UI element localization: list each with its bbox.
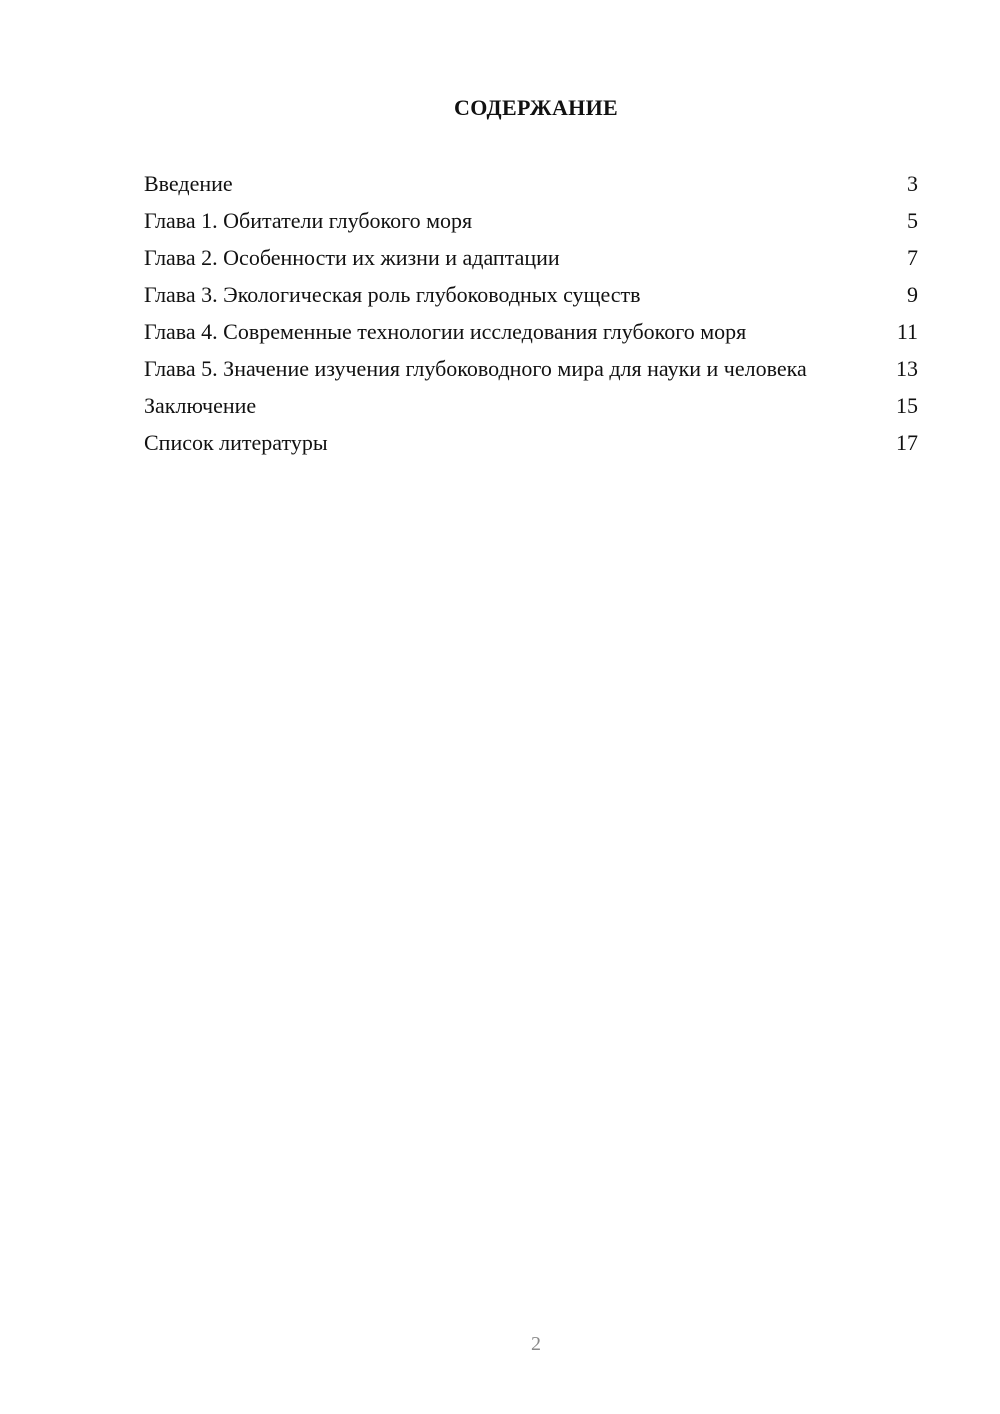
- toc-list: [144, 170, 918, 466]
- toc-entry-conclusion[interactable]: [144, 392, 918, 419]
- toc-entry-text: Заключение: [144, 393, 257, 418]
- toc-entry-page: 5: [907, 208, 918, 233]
- toc-entry-text: Введение: [144, 171, 233, 196]
- toc-entry-page: 17: [896, 430, 918, 455]
- toc-title: СОДЕРЖАНИЕ: [454, 95, 618, 120]
- toc-entry-text: Глава 5. Значение изучения глубоководного мира для науки и человека: [144, 356, 807, 381]
- toc-entry-introduction[interactable]: [144, 170, 918, 197]
- toc-entry-chapter-4[interactable]: [144, 318, 918, 345]
- toc-entry-chapter-2[interactable]: [144, 244, 918, 271]
- toc-entry-bibliography[interactable]: [144, 429, 918, 456]
- toc-entry-page: 7: [907, 245, 918, 270]
- toc-entry-chapter-3[interactable]: [144, 281, 918, 308]
- toc-entry-page: 3: [907, 171, 918, 196]
- toc-entry-text: Список литературы: [144, 430, 328, 455]
- toc-entry-page: 15: [896, 393, 918, 418]
- toc-entry-text: Глава 3. Экологическая роль глубоководных существ: [144, 282, 641, 307]
- toc-entry-chapter-5[interactable]: [144, 355, 918, 382]
- toc-entry-text: Глава 2. Особенности их жизни и адаптации: [144, 245, 560, 270]
- toc-entry-chapter-1[interactable]: [144, 207, 918, 234]
- page-number: 2: [531, 1333, 541, 1355]
- toc-entry-page: 9: [907, 282, 918, 307]
- toc-entry-text: Глава 1. Обитатели глубокого моря: [144, 208, 473, 233]
- toc-entry-text: Глава 4. Современные технологии исследования глубокого моря: [144, 319, 747, 344]
- toc-entry-page: 13: [896, 356, 918, 381]
- toc-entry-page: 11: [896, 319, 918, 344]
